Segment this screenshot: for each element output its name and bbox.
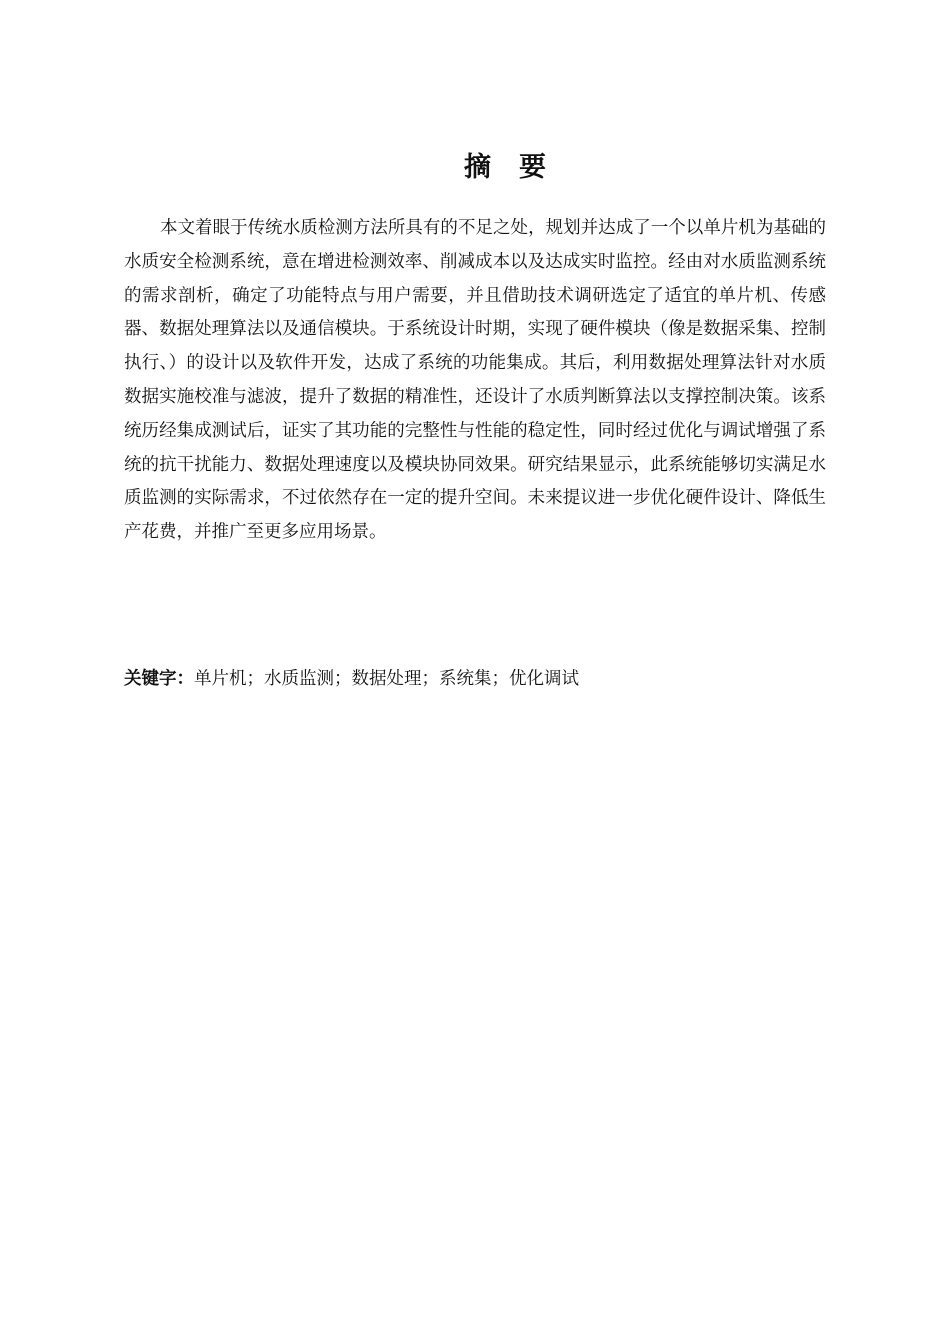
keywords-list: 单片机；水质监测；数据处理；系统集；优化调试 bbox=[194, 669, 579, 689]
page-title bbox=[0, 148, 950, 188]
keywords-label: 关键字： bbox=[124, 669, 194, 689]
title-char-1: 摘 bbox=[464, 152, 491, 183]
keywords-line bbox=[124, 664, 826, 694]
abstract-paragraph: 本文着眼于传统水质检测方法所具有的不足之处，规划并达成了一个以单片机为基础的水质安全检测系统，意在增进检测效率、削减成本以及达成实时监控。经由对水质监测系统的需求剖析，确定了功能特点与用户需要，并且借助技术调研选定了适宜的单片机、传感器、数据处理算法以及通信模块。于系统设计时期，实现了硬件模块（像是数据采集、控制执行、）的设计以及软件开发，达成了系统的功能集成。其后，利用数据处理算法针对水质数据实施校准与滤波，提升了数据的精准性，还设计了水质判断算法以支撑控制决策。该系统历经集成测试后，证实了其功能的完整性与性能的稳定性，同时经过优化与调试增强了系统的抗干扰能力、数据处理速度以及模块协同效果。研究结果显示，此系统能够切实满足水质监测的实际需求，不过依然存在一定的提升空间。未来提议进一步优化硬件设计、降低生产花费，并推广至更多应用场景。 bbox=[124, 218, 826, 543]
title-char-2: 要 bbox=[519, 152, 546, 183]
